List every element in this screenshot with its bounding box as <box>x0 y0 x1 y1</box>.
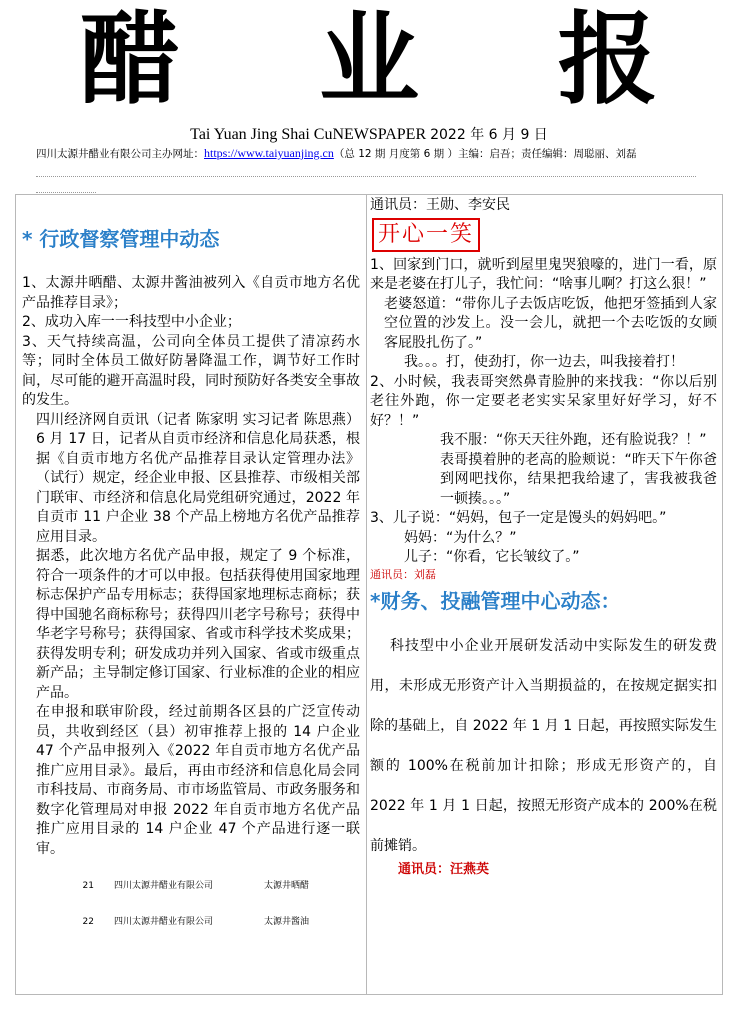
subtitle-english: Tai Yuan Jing Shai CuNEWSPAPER <box>190 126 427 143</box>
news-paragraph-1: 四川经济网自贡讯（记者 陈家明 实习记者 陈思燕）6 月 17 日，记者从自贡市经济和信息化局获悉，根据《自贡市地方名优产品推荐目录认定管理办法》（试行）规定，经企业申报、区县推荐、市级相关部门联审、市经济和信息化局党组研究通过，2022 年自贡市 11 户企业 38 个产品上榜地方名优产品推荐应用目录。 <box>36 411 360 545</box>
joke-3: 3、儿子说：“妈妈，包子一定是馒头的妈妈吧。” <box>370 510 667 526</box>
decorative-divider-short <box>36 180 96 193</box>
joke-2-line-3: 表哥摸着肿的老高的脸颊说：“昨天下午你爸到网吧找你，结果把我给逮了，害我被我爸一顿揍。。。” <box>440 451 717 507</box>
decorative-divider <box>36 164 696 177</box>
newspaper-subtitle <box>0 124 738 144</box>
finance-paragraph: 科技型中小企业开展研发活动中实际发生的研发费用，未形成无形资产计入当期损益的，在按规定据实扣除的基础上，自 2022 年 1 月 1 日起，再按照实际发生额的 100%在税前加计扣除；形成无形资产的，自 2022 年 1 月 1 日起，按照无形资产成本的 200%在税前摊销。 <box>370 637 717 854</box>
joke-1: 1、回家到门口，就听到屋里鬼哭狼嚎的，进门一看，原来是老婆在打儿子，我忙问：“啥事儿啊？打这么狠！” <box>370 256 717 292</box>
admin-item-1: 1、太源井晒醋、太源井酱油被列入《自贡市地方名优产品推荐目录》； <box>22 275 360 311</box>
table-cell-product: 太源井晒醋 <box>264 881 310 892</box>
table-cell-company: 四川太源井醋业有限公司 <box>114 917 214 928</box>
website-link[interactable]: https://www.taiyuanjing.cn <box>204 146 334 160</box>
right-column <box>370 196 717 879</box>
publisher-suffix: （总 12 期 月度第 6 期 ）主编：启吾；责任编辑：周聪丽、刘磊 <box>333 148 637 160</box>
publisher-info <box>36 146 736 161</box>
left-column <box>22 200 360 941</box>
publisher-prefix: 四川太源井醋业有限公司主办网址： <box>36 148 204 160</box>
reporter-joke: 通讯员：刘磊 <box>370 567 436 581</box>
joke-3-line-3: 儿子：“你看，它长皱纹了。” <box>404 549 580 565</box>
admin-item-2: 2、成功入库一一科技型中小企业； <box>22 314 241 330</box>
table-row <box>22 905 360 941</box>
reporter-finance: 通讯员：汪燕英 <box>398 861 490 877</box>
product-table <box>22 869 360 941</box>
reporters-top: 通讯员：王勋、李安民 <box>370 197 510 213</box>
joke-title-box: 开心一笑 <box>372 218 480 252</box>
news-paragraph-3: 在申报和联审阶段，经过前期各区县的广泛宣传动员，共收到经区（县）初审推荐上报的 14 户企业 47 个产品申报列入《2022 年自贡市地方名优产品推广应用目录》。最后，再由市经济和信息化局会同市科技局、市商务局、市市场监管局、市政务服务和数字化管理局对申报 2022 年自贡市地方名优产品推广应用目录的 14 户企业 47 个产品进行逐一联审。 <box>36 704 360 857</box>
finance-body <box>370 626 717 866</box>
joke-1-line-2: 老婆怒道：“带你儿子去饭店吃饭，他把牙签插到人家空位置的沙发上。没一会儿，就把一个去吃饭的女顾客屁股扎伤了。” <box>384 295 717 351</box>
joke-1-line-3: 我。。。打，使劲打，你一边去，叫我接着打！ <box>404 354 684 370</box>
table-cell-no: 22 <box>82 917 94 928</box>
news-paragraph-2: 据悉，此次地方名优产品申报，规定了 9 个标准，符合一项条件的才可以申报。包括获得使用国家地理标志保护产品专用标志；获得国家地理标志商标；获得中国驰名商标称号；获得四川老字号称号；获得中华老字号称号；获得国家、省或市科学技术奖成果；获得发明专利；研发成功并列入国家、省或市级重点新产品；主导制定修订国家、行业标准的企业的相应产品。 <box>36 548 360 701</box>
joke-3-line-2: 妈妈：“为什么？” <box>404 529 517 546</box>
column-divider <box>366 194 367 995</box>
table-row <box>22 869 360 905</box>
issue-date: 2022 年 6 月 9 日 <box>430 127 548 143</box>
newspaper-title: 醋 业 报 <box>80 0 710 118</box>
admin-item-3: 3、天气持续高温，公司向全体员工提供了清凉药水等；同时全体员工做好防暑降温工作，调节好工作时间，尽可能的避开高温时段，同时预防好各类安全事故的发生。 <box>22 333 360 408</box>
table-cell-company: 四川太源井醋业有限公司 <box>114 881 214 892</box>
table-cell-no: 21 <box>82 881 94 892</box>
joke-2-line-2: 我不服：“你天天往外跑，还有脸说我？！” <box>440 432 707 448</box>
joke-2: 2、小时候，我表哥突然鼻青脸肿的来找我：“你以后别老往外跑，你一定要老老实实呆家里好好学习，好不好？！” <box>370 373 717 429</box>
admin-section-title: * 行政督察管理中动态 <box>22 227 220 251</box>
finance-section-title: *财务、投融管理中心动态： <box>370 588 621 613</box>
table-cell-product: 太源井酱油 <box>264 917 310 928</box>
